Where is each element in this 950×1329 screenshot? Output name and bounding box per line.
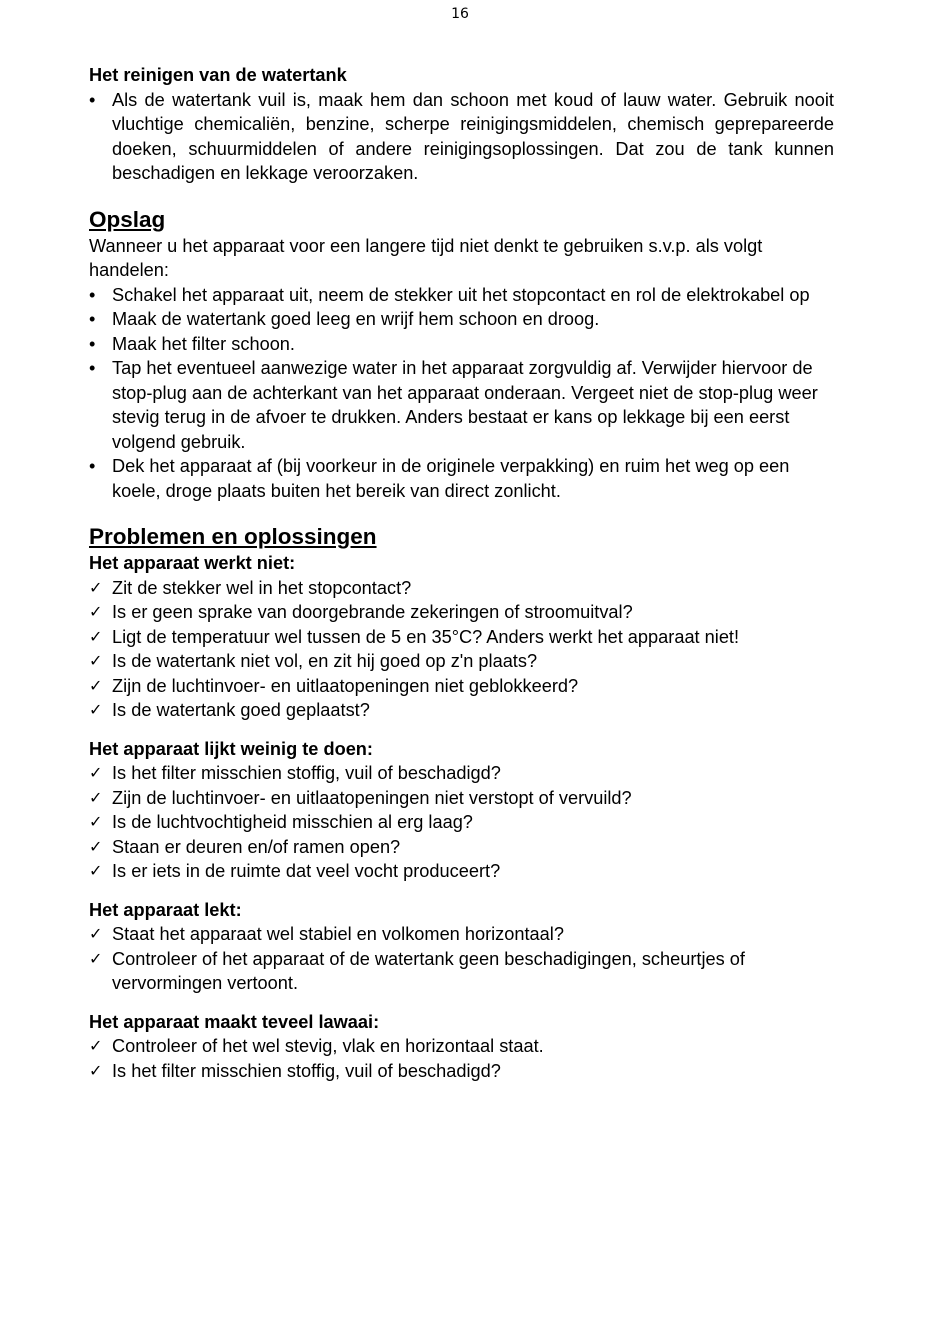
group-heading-not-working: Het apparaat werkt niet:: [89, 553, 296, 573]
checklist-little-effect: [89, 761, 834, 884]
checklist-item: ✓ Ligt de temperatuur wel tussen de 5 en 35°C? Anders werkt het apparaat niet!: [89, 625, 834, 650]
checklist-leaks: [89, 922, 834, 996]
page-number: 16: [451, 6, 469, 22]
list-item: • Schakel het apparaat uit, neem de stekker uit het stopcontact en rol de elektrokabel op: [89, 283, 834, 308]
document-body: [89, 63, 834, 1083]
checklist-item: ✓ Staan er deuren en/of ramen open?: [89, 835, 834, 860]
checklist-item: ✓ Is de luchtvochtigheid misschien al erg laag?: [89, 810, 834, 835]
list-item: • Maak de watertank goed leeg en wrijf hem schoon en droog.: [89, 307, 834, 332]
cleaning-heading: Het reinigen van de watertank: [89, 65, 347, 85]
checklist-item: ✓ Zit de stekker wel in het stopcontact?: [89, 576, 834, 601]
checklist-item: ✓ Controleer of het apparaat of de watertank geen beschadigingen, scheurtjes of vervormingen vertoont.: [89, 947, 834, 996]
storage-list: [89, 283, 834, 504]
list-item: • Als de watertank vuil is, maak hem dan schoon met koud of lauw water. Gebruik nooit vluchtige chemicaliën, benzine, scherpe reinigingsmiddelen, chemisch geprepareerde doeken, schuurmiddelen of andere reinigingsoplossingen. Dat zou de tank kunnen beschadigen en lekkage veroorzaken.: [89, 88, 834, 186]
checklist-item: ✓ Zijn de luchtinvoer- en uitlaatopeningen niet geblokkeerd?: [89, 674, 834, 699]
storage-title: Opslag: [89, 206, 166, 232]
group-heading-little-effect: Het apparaat lijkt weinig te doen:: [89, 738, 373, 759]
checklist-item: ✓ Is de watertank niet vol, en zit hij goed op z'n plaats?: [89, 649, 834, 674]
list-item: • Maak het filter schoon.: [89, 332, 834, 357]
checklist-item: ✓ Staat het apparaat wel stabiel en volkomen horizontaal?: [89, 922, 834, 947]
problems-title: Problemen en oplossingen: [89, 524, 377, 549]
checklist-item: ✓ Controleer of het wel stevig, vlak en horizontaal staat.: [89, 1034, 834, 1059]
checklist-item: ✓ Is de watertank goed geplaatst?: [89, 698, 834, 723]
list-item: • Dek het apparaat af (bij voorkeur in de originele verpakking) en ruim het weg op een koele, droge plaats buiten het bereik van direct zonlicht.: [89, 454, 834, 503]
checklist-item: ✓ Is het filter misschien stoffig, vuil of beschadigd?: [89, 761, 834, 786]
storage-intro: Wanneer u het apparaat voor een langere tijd niet denkt te gebruiken s.v.p. als volgt handelen:: [89, 235, 763, 280]
checklist-noise: [89, 1034, 834, 1083]
checklist-not-working: [89, 576, 834, 723]
group-heading-noise: Het apparaat maakt teveel lawaai:: [89, 1011, 380, 1032]
checklist-item: ✓ Is er iets in de ruimte dat veel vocht produceert?: [89, 859, 834, 884]
list-item: • Tap het eventueel aanwezige water in het apparaat zorgvuldig af. Verwijder hiervoor de stop-plug aan de achterkant van het apparaat onderaan. Vergeet niet de stop-plug weer stevig terug in de afvoer te drukken. Anders bestaat er kans op lekkage bij een eerst volgend gebruik.: [89, 356, 834, 454]
checklist-item: ✓ Is het filter misschien stoffig, vuil of beschadigd?: [89, 1059, 834, 1084]
cleaning-list: [89, 88, 834, 186]
checklist-item: ✓ Zijn de luchtinvoer- en uitlaatopeningen niet verstopt of vervuild?: [89, 786, 834, 811]
group-heading-leaks: Het apparaat lekt:: [89, 899, 242, 920]
checklist-item: ✓ Is er geen sprake van doorgebrande zekeringen of stroomuitval?: [89, 600, 834, 625]
